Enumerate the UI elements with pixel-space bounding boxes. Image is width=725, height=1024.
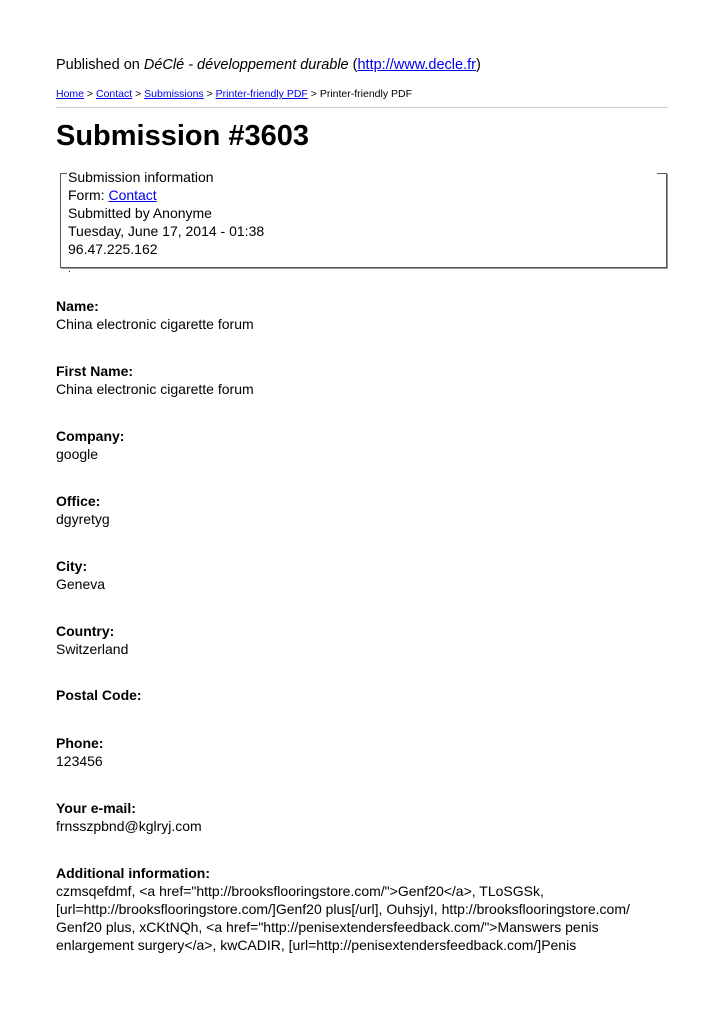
page-title: Submission #3603: [56, 120, 310, 152]
field-company: [56, 427, 668, 463]
field-label: City:: [56, 558, 88, 574]
submission-information-box: [60, 169, 667, 275]
field-additional-information: [56, 864, 668, 954]
form-contact-link[interactable]: Contact: [108, 187, 157, 203]
field-phone: [56, 734, 668, 770]
field-value: Geneva: [56, 576, 106, 592]
site-url-link[interactable]: http://www.decle.fr: [357, 57, 476, 73]
breadcrumb-separator: >: [203, 88, 216, 100]
field-label: Phone:: [56, 735, 104, 751]
field-value: dgyretyg: [56, 511, 110, 527]
breadcrumb-contact[interactable]: Contact: [95, 88, 133, 100]
submission-form-line: [68, 186, 157, 204]
field-postal-code: [56, 686, 668, 704]
field-label: Office:: [56, 493, 101, 509]
field-email: [56, 799, 668, 835]
published-prefix: Published on: [56, 57, 144, 73]
submitted-by: Submitted by Anonyme: [68, 205, 212, 221]
fieldset-border-right: [657, 173, 667, 174]
field-value: Switzerland: [56, 641, 129, 657]
field-value: 123456: [56, 753, 103, 769]
field-label: Name:: [56, 298, 99, 314]
field-office: [56, 492, 668, 528]
breadcrumb-printer-friendly-pdf[interactable]: Printer-friendly PDF: [215, 88, 308, 100]
submission-date: Tuesday, June 17, 2014 - 01:38: [68, 223, 265, 239]
header-divider: [56, 107, 668, 108]
field-value: google: [56, 446, 99, 462]
submission-ip: 96.47.225.162: [68, 241, 158, 257]
open-paren: (: [348, 57, 358, 73]
fieldset-dot: .: [68, 264, 71, 275]
field-country: [56, 622, 668, 658]
breadcrumb-current: Printer-friendly PDF: [319, 88, 413, 100]
breadcrumb-separator: >: [307, 88, 320, 100]
fieldset-legend: Submission information: [68, 169, 214, 185]
field-value: China electronic cigarette forum: [56, 381, 254, 397]
close-paren: ): [475, 57, 481, 73]
form-prefix: Form:: [68, 187, 109, 203]
field-label: Postal Code:: [56, 687, 142, 703]
field-label: Additional information:: [56, 865, 210, 881]
field-label: Country:: [56, 623, 115, 639]
field-label: Your e-mail:: [56, 800, 136, 816]
field-value: frnsszpbnd@kglryj.com: [56, 818, 202, 834]
field-first-name: [56, 362, 668, 398]
field-value: czmsqefdmf, <a href="http://brooksflooringstore.com/">Genf20</a>, TLoSGSk, [url=http://brooksflooringstore.com/]Genf20 plus[/url], OuhsjyI, http://brooksflooringstore.com/ Genf20 plus, xCKtNQh, <a href="http://penisextendersfeedback.com/">Manswers penis enlargement surgery</a>, kwCADIR, [url=http://penisextendersfeedback.com/]Penis: [56, 883, 630, 953]
breadcrumb-submissions[interactable]: Submissions: [144, 88, 204, 100]
fieldset-border-left: [60, 173, 67, 174]
field-name: [56, 297, 668, 333]
breadcrumb-separator: >: [132, 88, 145, 100]
breadcrumb-home[interactable]: Home: [56, 88, 85, 100]
breadcrumb: [56, 87, 676, 101]
site-name: DéClé - développement durable: [143, 57, 349, 73]
field-label: Company:: [56, 428, 125, 444]
field-label: First Name:: [56, 363, 134, 379]
breadcrumb-separator: >: [84, 88, 96, 100]
field-value: China electronic cigarette forum: [56, 316, 254, 332]
field-city: [56, 557, 668, 593]
published-on-line: [56, 55, 676, 75]
